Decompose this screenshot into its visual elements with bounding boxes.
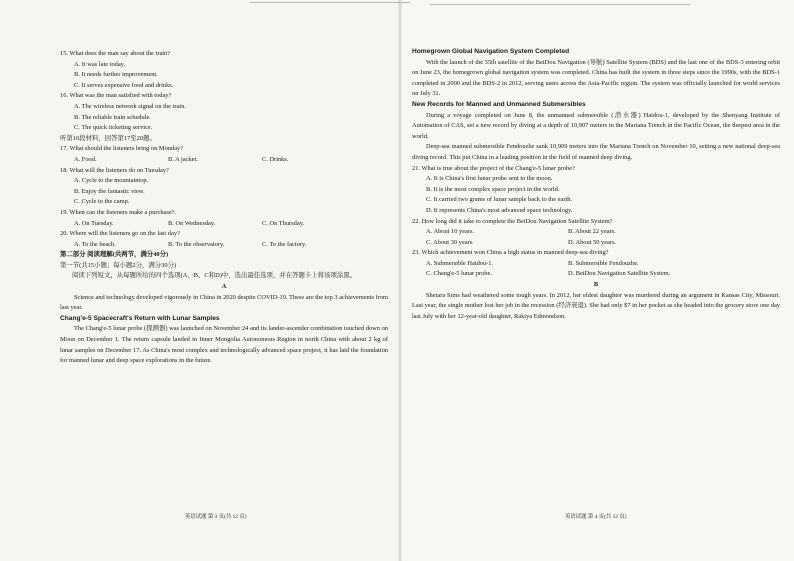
answer-option: B. A jacket. [168, 155, 198, 163]
answer-option: D. It represents China's most advanced space technology. [426, 206, 573, 214]
answer-option: A. It is China's first lunar probe sent to the moon. [426, 175, 553, 183]
answer-option: B. On Wednesday. [168, 219, 216, 227]
question-stem: 15. What does the man say about the train? [60, 50, 171, 57]
answer-option: C. On Thursday. [262, 219, 305, 227]
article-heading: New Records for Manned and Unmanned Submersibles [412, 100, 586, 108]
top-edge-mark [250, 2, 410, 3]
listening-instruction: 听第10段材料，回答第17至20题。 [60, 134, 156, 142]
passage-paragraph: Science and technology developed vigorously in China in 2020 despite COVID-19. These are the top 3 achievements from last year. [60, 293, 389, 312]
passage-paragraph: During a voyage completed on June 8, the unmanned submersible (潜水器) Haidou-1, developed by the Shenyang Institute of Automation of CAS, set a new record by diving at a depth of 10,907 meters in the Mariana Trench in the Pacific Ocean, the deepest area in the world. [412, 111, 780, 140]
question-stem: 20. Where will the listeners go on the last day? [60, 230, 180, 238]
answer-options [412, 259, 780, 270]
question-stem: 21. What is true about the project of the Chang'e-5 lunar probe? [412, 164, 575, 172]
question-stem: 19. When can the listeners make a purchase? [60, 208, 175, 216]
answer-option: D. BeiDou Navigation Satellite System. [568, 270, 671, 278]
answer-option: D. About 50 years. [568, 238, 617, 246]
answer-option: B. It is the most complex space project in the world. [426, 185, 560, 193]
answer-option: A. To the beach. [74, 240, 116, 248]
answer-options [412, 227, 780, 238]
question-stem: 18. What will the listeners do on Tuesday? [60, 166, 169, 174]
answer-options [412, 238, 780, 249]
right-column [412, 47, 780, 322]
answer-option: B. It needs further improvement. [74, 71, 158, 79]
passage-letter: B [593, 281, 599, 289]
passage-paragraph: With the launch of the 55th satellite of the BeiDou Navigation (导航) Satellite System (BDS) and the last one of the BDS-3 entering orbit on June 23, the homegrown global navigation system was completed. China has built the system in three steps since the 1990s, with the BDS-1 completed in 2000 and the BDS-2 in 2012, serving users across the Asia-Pacific region. The system was officially launched for world services on July 31. [412, 58, 780, 98]
passage-paragraph: Deep-sea manned submersible Fendouzhe sank 10,909 meters into the Mariana Trench on November 10, setting a new national deep-sea diving record. This put China in a leading position in the field of manned deep diving. [412, 143, 780, 161]
section-title: 第一节(共15小题；每小题2分，满分30分) [60, 261, 177, 269]
answer-option: C. The quick ticketing service. [74, 124, 153, 132]
answer-option: C. Drinks. [262, 155, 289, 163]
answer-option: A. Food. [74, 155, 97, 163]
page-footer: 英语试题 第 4 页(共 12 页) [565, 514, 627, 520]
left-column [60, 49, 388, 367]
answer-option: B. Submersible Fendouzhe. [568, 259, 639, 267]
question-stem: 17. What should the listeners bring on Monday? [60, 145, 184, 153]
part-title: 第二部分 阅读理解(共两节，满分40分) [60, 251, 169, 259]
answer-option: A. It was late today. [74, 60, 126, 68]
page-footer: 英语试题 第 3 页(共 12 页) [185, 514, 247, 520]
answer-option: B. The reliable train schedule. [74, 113, 151, 121]
top-edge-mark [430, 4, 690, 5]
answer-option: A. Submersible Haidou-1. [426, 259, 494, 267]
question-stem: 22. How long did it take to complete the BeiDou Navigation Satellite System? [412, 217, 613, 225]
answer-option: B. To the observatory. [168, 240, 225, 248]
answer-option: C. Cycle to the camp. [74, 198, 130, 206]
passage-paragraph: The Chang'e-5 lunar probe (探测器) was launched on November 24 and its lander-ascender combination touched down on Moon on December 1. The return capsule landed in Inner Mongolia Autonomous Region in north China with about 2 kg of lunar samples on December 17. As China's most complex and technologically advanced space project, it has laid the foundation for manned lunar and deep space explorations in the future. [60, 325, 388, 365]
passage-letter: A [221, 283, 227, 291]
answer-options [412, 269, 780, 280]
question-stem: 16. What was the man satisfied with today? [60, 92, 172, 100]
answer-option: B. About 22 years. [568, 228, 616, 236]
article-heading: Chang'e-5 Spacecraft's Return with Lunar Samples [60, 314, 220, 322]
answer-option: A. On Tuesday. [74, 219, 114, 227]
answer-option: C. It serves expensive food and drinks. [74, 81, 174, 89]
answer-option: C. To the factory. [262, 240, 307, 248]
answer-option: B. Enjoy the fantastic view. [74, 187, 145, 195]
page-fold [398, 0, 402, 561]
passage-paragraph: Shetara Sims had weathered some tough years. In 2012, her eldest daughter was murdered during an argument in Kansas City, Missouri. Last year, the single mother lost her job in the recession (经济衰退). She had only $7 in her pocket as she headed into the grocery store one day last July with her 12-year-old daughter, Rakiya Edmondson. [412, 291, 780, 320]
answer-options [60, 240, 388, 251]
answer-option: A. Cycle to the mountaintop. [74, 177, 149, 185]
answer-options [60, 155, 388, 166]
question-stem: 23. Which achievement won China a high status in manned deep-sea diving? [412, 249, 609, 257]
answer-option: C. Chang'e-5 lunar probe. [426, 270, 492, 278]
answer-option: A. About 10 years. [426, 228, 475, 236]
section-instruction: 阅读下列短文，从每题所给的四个选项(A、B、C和D)中，选出最佳选项，并在答题卡上将该项涂黑。 [72, 272, 357, 280]
answer-option: A. The wireless network signal on the train. [74, 102, 186, 110]
answer-option: C. It carried two grams of lunar sample back to the earth. [426, 196, 573, 204]
article-heading: Homegrown Global Navigation System Completed [412, 48, 570, 55]
answer-options [60, 219, 388, 230]
answer-option: C. About 30 years. [426, 238, 474, 246]
